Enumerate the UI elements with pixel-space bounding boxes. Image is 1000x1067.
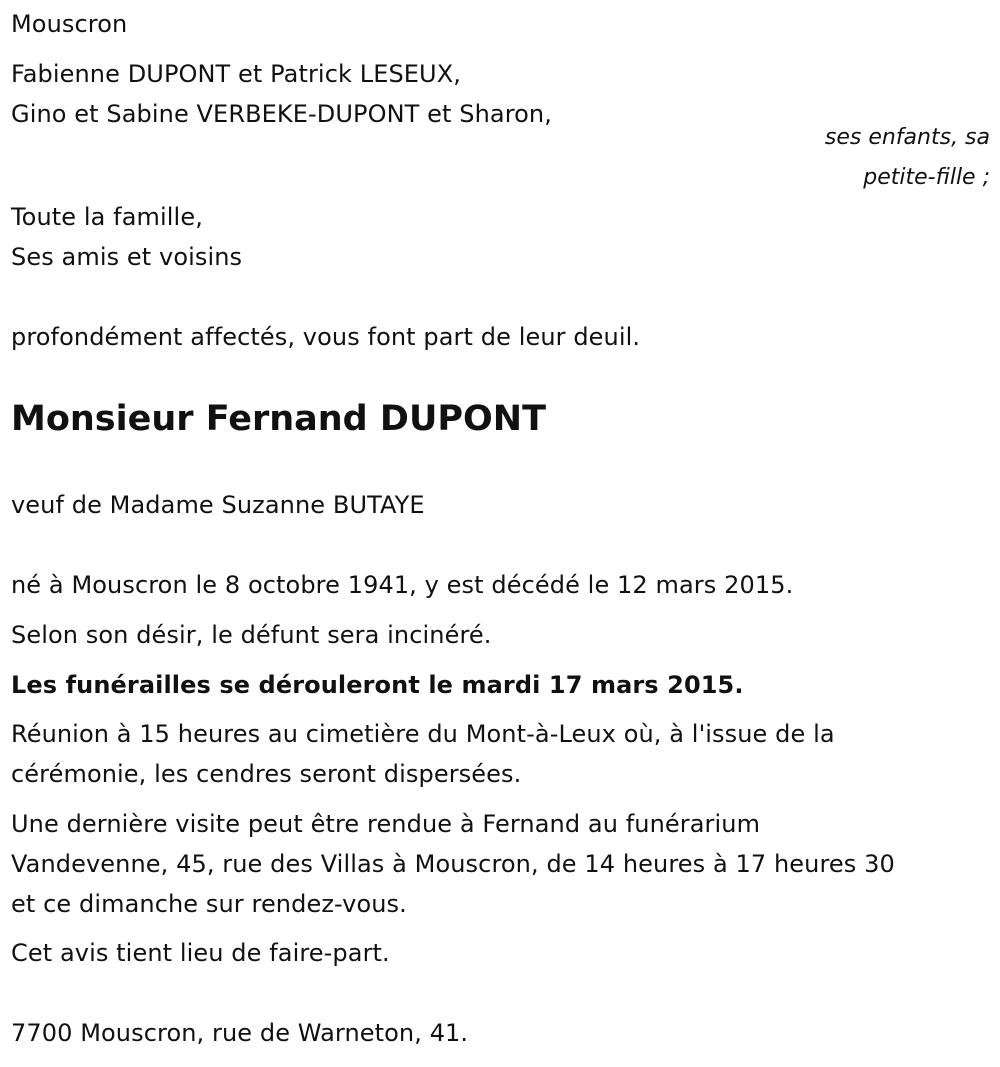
cremation-line: Selon son désir, le défunt sera incinéré. [11, 621, 492, 649]
birth-death-line: né à Mouscron le 8 octobre 1941, y est décédé le 12 mars 2015. [11, 571, 794, 599]
visit-line-3: et ce dimanche sur rendez-vous. [11, 890, 407, 918]
visit-line-1: Une dernière visite peut être rendue à Fernand au funérarium [11, 810, 761, 838]
funeral-date-line: Les funérailles se dérouleront le mardi 17 mars 2015. [11, 671, 744, 699]
deceased-name: Monsieur Fernand DUPONT [11, 399, 546, 439]
widower-line: veuf de Madame Suzanne BUTAYE [11, 491, 425, 519]
children-line-2: Gino et Sabine VERBEKE-DUPONT et Sharon, [11, 100, 552, 128]
family-line: Toute la famille, [11, 203, 203, 231]
city-heading: Mouscron [11, 10, 128, 38]
relation-line-2: petite-fille ; [863, 165, 990, 190]
friends-line: Ses amis et voisins [11, 243, 243, 271]
meeting-line-1: Réunion à 15 heures au cimetière du Mont-à-Leux où, à l'issue de la [11, 720, 835, 748]
children-line-1: Fabienne DUPONT et Patrick LESEUX, [11, 60, 461, 88]
relation-line-1: ses enfants, sa [824, 125, 990, 150]
address-line: 7700 Mouscron, rue de Warneton, 41. [11, 1019, 469, 1047]
visit-line-2: Vandevenne, 45, rue des Villas à Mouscron, de 14 heures à 17 heures 30 [11, 850, 895, 878]
announcement-text: profondément affectés, vous font part de leur deuil. [11, 323, 641, 351]
meeting-line-2: cérémonie, les cendres seront dispersées. [11, 760, 522, 788]
notice-line: Cet avis tient lieu de faire-part. [11, 939, 390, 967]
